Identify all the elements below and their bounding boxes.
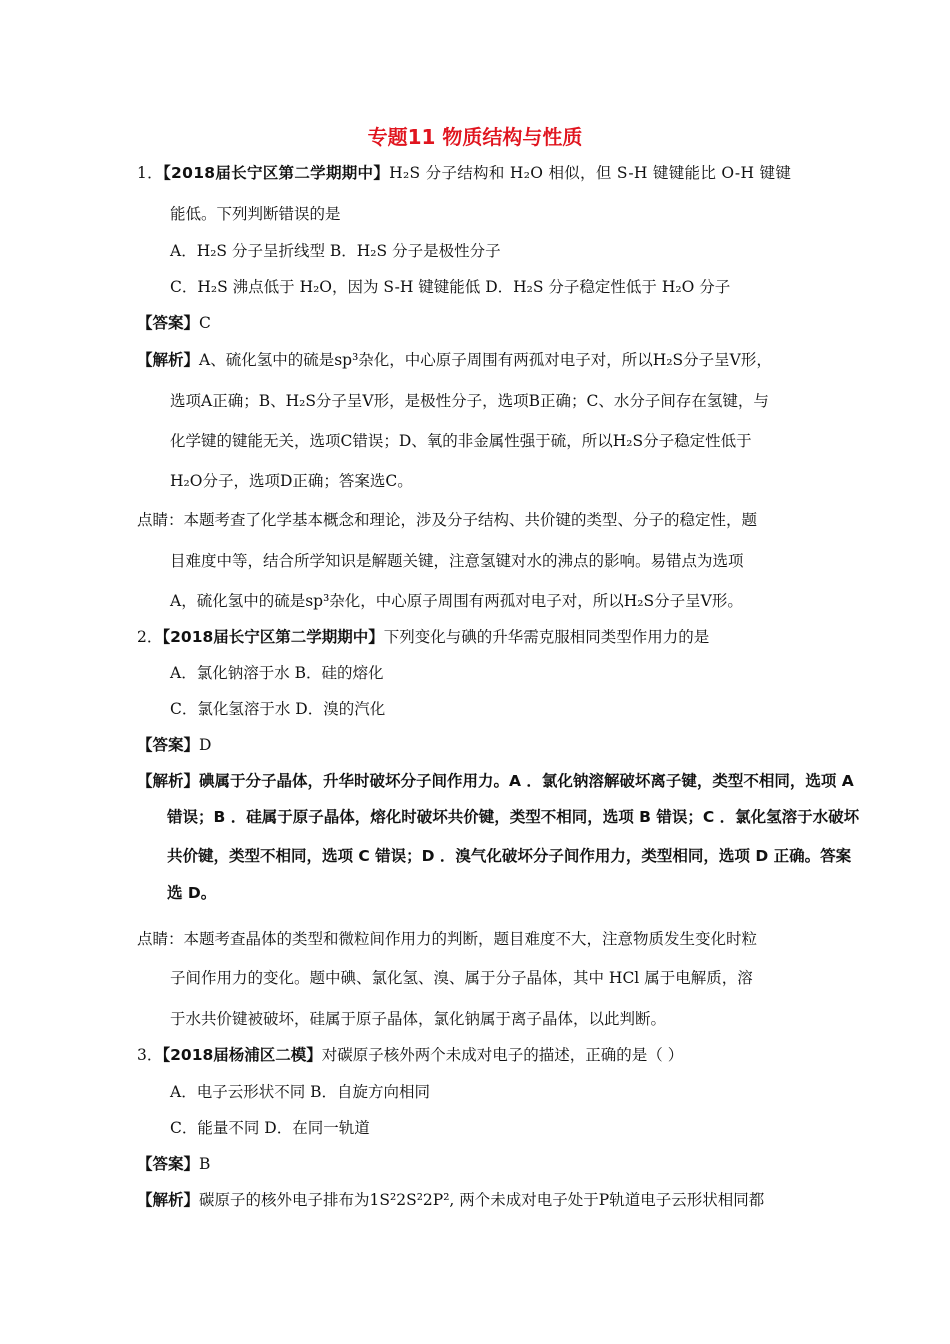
q1-note-line1: 点睛：本题考查了化学基本概念和理论，涉及分子结构、共价键的类型、分子的稳定性，题	[137, 511, 758, 529]
q2-number: 2．	[137, 628, 163, 646]
q1-answer	[137, 312, 211, 334]
q2-note-line2: 子间作用力的变化。题中碘、氯化氢、溴、属于分子晶体，其中 HCl 属于电解质，溶	[170, 969, 753, 987]
answer-tag: 【答案】	[137, 736, 200, 754]
q1-stem: H₂S 分子结构和 H₂O 相似，但 S-H 键键能比 O-H 键键	[389, 164, 792, 182]
explanation-text: 碳原子的核外电子排布为1S²2S²2P², 两个未成对电子处于P轨道电子云形状相同都	[199, 1191, 765, 1209]
q1-explanation-line1	[137, 349, 772, 371]
q2-note-line1: 点睛：本题考查晶体的类型和微粒间作用力的判断，题目难度不大，注意物质发生变化时粒	[137, 930, 758, 948]
q1-explanation-line4: H₂O分子，选项D正确；答案选C。	[170, 472, 413, 490]
answer-value: D	[199, 736, 212, 754]
q1-note-line3: A，硫化氢中的硫是sp³杂化，中心原子周围有两孤对电子对，所以H₂S分子呈V形。	[170, 592, 743, 610]
q1-options-ab: A．H₂S 分子呈折线型 B．H₂S 分子是极性分子	[170, 242, 501, 260]
q3-explanation-line1	[137, 1189, 764, 1211]
q1-stem-line1	[137, 162, 791, 184]
q1-options-cd: C．H₂S 沸点低于 H₂O，因为 S-H 键键能低 D．H₂S 分子稳定性低于 H₂O 分子	[170, 278, 731, 296]
q1-explanation-line3: 化学键的键能无关，选项C错误；D、氧的非金属性强于硫，所以H₂S分子稳定性低于	[170, 432, 752, 450]
q2-options-cd: C．氯化氢溶于水 D．溴的汽化	[170, 700, 386, 718]
q1-explanation-line2: 选项A正确；B、H₂S分子呈V形，是极性分子，选项B正确；C、水分子间存在氢键，与	[170, 392, 769, 410]
q1-number: 1．	[137, 164, 163, 182]
q2-explanation-line3: 共价键，类型不相同，选项 C 错误；D ．溴气化破坏分子间作用力，类型相同，选项 D 正确。答案	[167, 847, 852, 865]
q2-stem	[137, 626, 709, 648]
q1-stem-line2: 能低。下列判断错误的是	[170, 205, 341, 223]
q3-answer	[137, 1153, 210, 1175]
q3-source: 【2018届杨浦区二模】	[162, 1046, 322, 1064]
q3-number: 3．	[137, 1046, 163, 1064]
q3-stem	[137, 1044, 683, 1066]
answer-value: B	[199, 1155, 211, 1173]
q3-stem-text: 对碳原子核外两个未成对电子的描述，正确的是（ ）	[321, 1046, 684, 1064]
q3-options-ab: A．电子云形状不同 B．自旋方向相同	[170, 1083, 431, 1101]
q1-source: 【2018届长宁区第二学期期中】	[162, 164, 390, 182]
q2-explanation-line4: 选 D。	[167, 884, 217, 902]
page-title: 专题11 物质结构与性质	[367, 125, 583, 149]
q2-options-ab: A．氯化钠溶于水 B．硅的熔化	[170, 664, 384, 682]
q2-note-line3: 于水共价键被破坏，硅属于原子晶体，氯化钠属于离子晶体，以此判断。	[170, 1010, 667, 1028]
explanation-tag: 【解析】	[137, 351, 200, 369]
answer-tag: 【答案】	[137, 314, 200, 332]
q2-explanation-line2: 错误；B ．硅属于原子晶体，熔化时破坏共价键，类型不相同，选项 B 错误；C ．氯化氢溶于水破坏	[167, 808, 860, 826]
q2-explanation-line1: 【解析】碘属于分子晶体，升华时破坏分子间作用力。A ．氯化钠溶解破坏离子键，类型不相同，选项 A	[137, 772, 854, 790]
q2-source: 【2018届长宁区第二学期期中】	[162, 628, 384, 646]
q2-answer	[137, 734, 211, 756]
q3-options-cd: C．能量不同 D．在同一轨道	[170, 1119, 370, 1137]
q2-stem-text: 下列变化与碘的升华需克服相同类型作用力的是	[383, 628, 710, 646]
explanation-tag: 【解析】	[137, 1191, 200, 1209]
q1-note-line2: 目难度中等，结合所学知识是解题关键，注意氢键对水的沸点的影响。易错点为选项	[170, 552, 744, 570]
answer-value: C	[199, 314, 211, 332]
explanation-text: A、硫化氢中的硫是sp³杂化，中心原子周围有两孤对电子对，所以H₂S分子呈V形，	[199, 351, 772, 369]
answer-tag: 【答案】	[137, 1155, 200, 1173]
